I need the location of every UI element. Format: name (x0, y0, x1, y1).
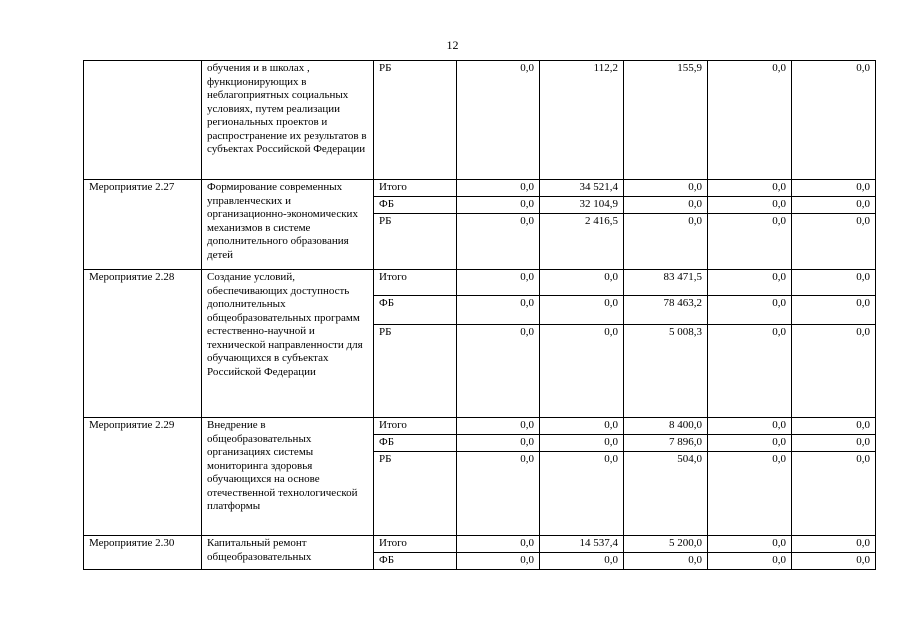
value-cell: 0,0 (624, 197, 708, 214)
value-cell: 0,0 (792, 270, 876, 296)
budget-table (83, 60, 876, 570)
value-cell: 0,0 (540, 270, 624, 296)
value-cell: 0,0 (708, 197, 792, 214)
table-row (84, 61, 876, 180)
value-cell: 0,0 (792, 325, 876, 418)
event-description: Создание условий, обеспечивающих доступность дополнительных общеобразовательных программ естественно-научной и технической направленности для обучающихся в субъектах Российской Федерации (202, 270, 374, 418)
funding-source: ФБ (374, 553, 457, 570)
value-cell: 0,0 (540, 418, 624, 435)
value-cell: 0,0 (708, 325, 792, 418)
funding-source: ФБ (374, 435, 457, 452)
event-cell: Мероприятие 2.29 (84, 418, 202, 536)
funding-source: РБ (374, 325, 457, 418)
value-cell: 0,0 (457, 180, 540, 197)
value-cell: 0,0 (792, 214, 876, 270)
value-cell: 34 521,4 (540, 180, 624, 197)
value-cell: 0,0 (792, 180, 876, 197)
funding-source: Итого (374, 418, 457, 435)
value-cell: 0,0 (457, 197, 540, 214)
value-cell: 78 463,2 (624, 296, 708, 325)
event-description: Формирование современных управленческих и организационно-экономических механизмов в системе дополнительного образования детей (202, 180, 374, 270)
value-cell: 504,0 (624, 452, 708, 536)
funding-source: Итого (374, 270, 457, 296)
event-cell: Мероприятие 2.27 (84, 180, 202, 270)
value-cell: 0,0 (457, 452, 540, 536)
table-row (84, 180, 876, 197)
value-cell: 0,0 (708, 214, 792, 270)
value-cell: 83 471,5 (624, 270, 708, 296)
value-cell: 0,0 (540, 553, 624, 570)
value-cell: 0,0 (708, 296, 792, 325)
value-cell: 14 537,4 (540, 536, 624, 553)
page-number: 12 (446, 38, 459, 52)
value-cell: 7 896,0 (624, 435, 708, 452)
value-cell: 0,0 (540, 452, 624, 536)
value-cell: 0,0 (624, 553, 708, 570)
table-row (84, 270, 876, 296)
value-cell: 0,0 (457, 270, 540, 296)
value-cell: 0,0 (792, 197, 876, 214)
value-cell: 0,0 (540, 296, 624, 325)
funding-source: РБ (374, 452, 457, 536)
value-cell: 0,0 (457, 553, 540, 570)
value-cell: 2 416,5 (540, 214, 624, 270)
funding-source: Итого (374, 536, 457, 553)
value-cell: 0,0 (708, 536, 792, 553)
event-cell (84, 61, 202, 180)
funding-source: РБ (374, 214, 457, 270)
event-description: Внедрение в общеобразовательных организациях системы мониторинга здоровья обучающихся на основе отечественной технологической платформы (202, 418, 374, 536)
value-cell: 112,2 (540, 61, 624, 180)
value-cell: 0,0 (457, 418, 540, 435)
value-cell: 0,0 (792, 536, 876, 553)
funding-source: ФБ (374, 296, 457, 325)
value-cell: 8 400,0 (624, 418, 708, 435)
value-cell: 0,0 (624, 180, 708, 197)
value-cell: 0,0 (708, 61, 792, 180)
value-cell: 0,0 (540, 435, 624, 452)
value-cell: 5 008,3 (624, 325, 708, 418)
value-cell: 0,0 (708, 270, 792, 296)
value-cell: 5 200,0 (624, 536, 708, 553)
event-cell: Мероприятие 2.28 (84, 270, 202, 418)
value-cell: 0,0 (708, 553, 792, 570)
value-cell: 0,0 (708, 435, 792, 452)
value-cell: 0,0 (792, 553, 876, 570)
value-cell: 0,0 (792, 61, 876, 180)
table-row (84, 418, 876, 435)
value-cell: 0,0 (708, 418, 792, 435)
value-cell: 0,0 (624, 214, 708, 270)
value-cell: 0,0 (792, 418, 876, 435)
value-cell: 0,0 (708, 180, 792, 197)
funding-source: РБ (374, 61, 457, 180)
value-cell: 0,0 (457, 435, 540, 452)
event-cell: Мероприятие 2.30 (84, 536, 202, 570)
funding-source: ФБ (374, 197, 457, 214)
value-cell: 0,0 (792, 452, 876, 536)
funding-source: Итого (374, 180, 457, 197)
value-cell: 0,0 (792, 435, 876, 452)
value-cell: 32 104,9 (540, 197, 624, 214)
value-cell: 0,0 (540, 325, 624, 418)
value-cell: 0,0 (792, 296, 876, 325)
event-description: обучения и в школах , функционирующих в неблагоприятных социальных условиях, путем реализации региональных проектов и распространение их результатов в субъектах Российской Федерации (202, 61, 374, 180)
value-cell: 0,0 (457, 214, 540, 270)
value-cell: 0,0 (708, 452, 792, 536)
value-cell: 0,0 (457, 325, 540, 418)
value-cell: 0,0 (457, 296, 540, 325)
table-row (84, 536, 876, 553)
value-cell: 155,9 (624, 61, 708, 180)
value-cell: 0,0 (457, 61, 540, 180)
value-cell: 0,0 (457, 536, 540, 553)
event-description: Капитальный ремонт общеобразовательных (202, 536, 374, 570)
